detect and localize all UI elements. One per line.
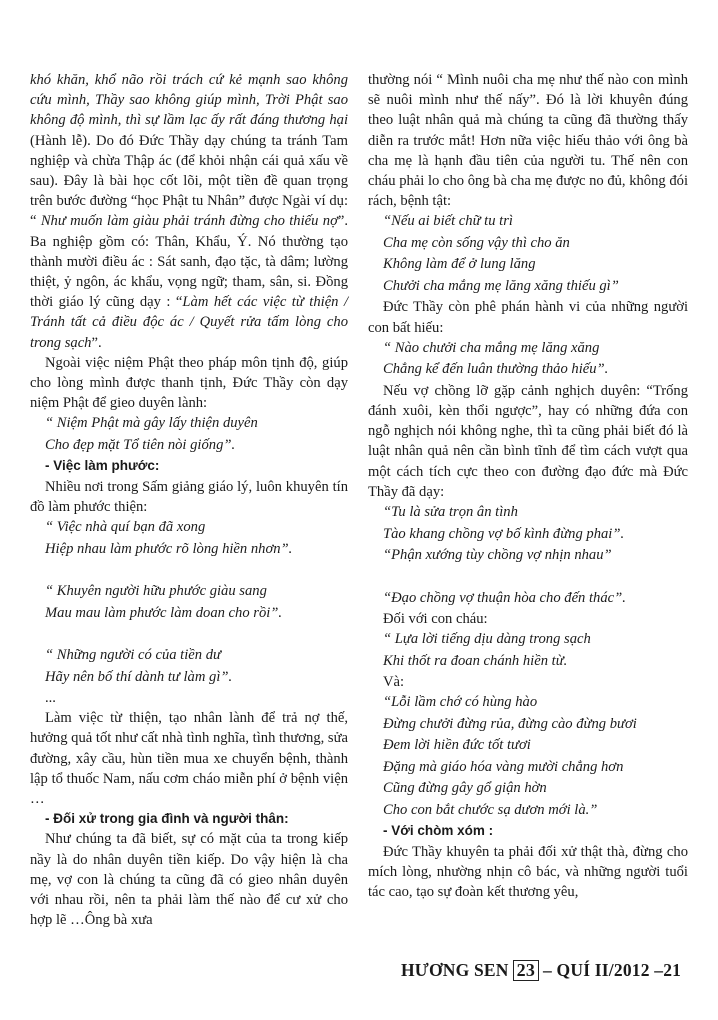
right-verse-8: Tào khang chồng vợ bố kình đừng phai”.: [383, 525, 625, 542]
left-paragraph-4: Làm việc từ thiện, tạo nhân lành để trả nợ thế, hưởng quả tốt như cất nhà tình nghĩa, tình thương, sửa đường, xây cầu, hùn tiền mua xe chuyển bệnh, thành lập tổ thuốc Nam, nấu cơm cháo miễn phí ở bệnh viện …: [30, 710, 348, 808]
left-verse-3b: Mau mau làm phước làm doan cho rồi”.: [45, 604, 283, 621]
left-column: [30, 70, 348, 931]
left-paragraph-1: [30, 70, 348, 353]
right-verse-9: “Phận xướng tùy chồng vợ nhịn nhau”: [383, 547, 612, 564]
right-verse-15: Đem lời hiền đức tốt tươi: [383, 737, 531, 754]
right-paragraph-3: Nếu vợ chồng lỡ gặp cảnh nghịch duyên: “Trống đánh xuôi, kèn thổi ngược”, hay có những đứa con ngỗ nghịch nói không nghe, thì ta cũng phải biết đó là luật nhân quả nên cần bình tĩnh để tìm cách vượt qua một cách tích cực theo con đường đạo đức mà Đức Thầy đã dạy:: [368, 382, 688, 500]
right-paragraph-4: Đối với con cháu:: [383, 611, 488, 628]
right-verse-16: Đặng mà giáo hóa vàng mười chẳng hơn: [383, 758, 624, 775]
right-verse-3: Không làm để ở lung lăng: [383, 256, 536, 273]
left-verse-1a: “ Niệm Phật mà gây lấy thiện duyên: [45, 415, 258, 432]
ellipsis: ...: [45, 690, 56, 707]
left-verse-4a: “ Những người có của tiền dư: [45, 647, 221, 664]
left-p1-run-5: ”.: [91, 334, 102, 351]
left-verse-4b: Hãy nên bố thí dành tư làm gì”.: [45, 668, 233, 685]
right-verse-6: Chẳng kể đến luân thường thảo hiếu”.: [383, 361, 609, 378]
page-footer: [401, 960, 681, 981]
left-p1-run-2: Như muốn làm giàu phải tránh đừng cho thiếu nợ: [36, 213, 338, 230]
left-verse-2a: “ Việc nhà quí bạn đã xong: [45, 519, 206, 536]
section-heading-neighbors: - Với chòm xóm :: [383, 823, 494, 839]
right-verse-17: Cũng đừng gây gổ giận hờn: [383, 780, 547, 797]
left-verse-2b: Hiệp nhau làm phước rõ lòng hiền nhơn”.: [45, 540, 293, 557]
right-verse-12: Khi thốt ra đoan chánh hiền từ.: [383, 652, 568, 669]
right-paragraph-6: Đức Thầy khuyên ta phải đối xử thật thà, đừng cho mích lòng, nhường nhịn cô bác, và những người tuổi tác cao, tạo sự đoàn kết thương yêu,: [368, 843, 688, 901]
right-paragraph-2: Đức Thầy còn phê phán hành vi của những người con bất hiếu:: [368, 299, 688, 336]
right-verse-4: Chưởi cha mắng mẹ lăng xăng thiếu gì”: [383, 277, 619, 294]
right-verse-2: Cha mẹ còn sống vậy thì cho ăn: [383, 234, 570, 251]
left-verse-3a: “ Khuyên người hữu phước giàu sang: [45, 583, 267, 600]
right-verse-13: “Lỗi lầm chớ có hùng hào: [383, 694, 538, 711]
left-p1-run-1: (Hành lễ). Do đó Đức Thầy dạy chúng ta tránh Tam nghiệp và chừa Thập ác (để khỏi nhận cái quả xấu về sau). Đây là bài học cốt lõi, một tiền đề quan trọng trên bước đường “học Phật tu Nhân” được Ngài ví dụ: “: [30, 132, 348, 230]
left-p1-run-3: ”. Ba nghiệp gồm có: Thân, Khẩu, Ý. Nó thường tạo thành mười điều ác : Sát sanh, đạo tặc, tà dâm; lường thiệt, ỷ ngôn, ác khẩu, vọng ngữ; tham, sân, si. Đồng thời giáo lý cũng dạy : “: [30, 213, 348, 311]
right-column: [368, 70, 688, 902]
left-verse-1b: Cho đẹp mặt Tổ tiên nòi giống”.: [45, 436, 236, 453]
right-verse-7: “Tu là sửa trọn ân tình: [383, 504, 518, 521]
spacer: [368, 567, 688, 588]
right-verse-10: “Đạo chồng vợ thuận hòa cho đến thác”.: [383, 589, 626, 606]
spacer: [30, 560, 348, 581]
issue-label: – QUÍ II/2012 –: [543, 960, 664, 980]
right-verse-14: Đừng chưởi đừng rủa, đừng cào đừng bươi: [383, 715, 637, 732]
right-verse-1: “Nếu ai biết chữ tu trì: [383, 213, 513, 230]
section-heading-charity: - Việc làm phước:: [45, 458, 160, 474]
right-paragraph-1: thường nói “ Mình nuôi cha mẹ như thế nào con mình sẽ nuôi mình như thế nấy”. Đó là lời khuyên đúng theo luật nhân quả mà chúng ta cũng đã thường thấy diễn ra trước mắt! Hơn nữa việc hiếu thảo với ông bà cha mẹ là hạnh đầu tiên của người tu. Thế nên con cháu phải lo cho ông bà cha mẹ được no đủ, không đói rách, bệnh tật:: [368, 72, 688, 210]
issue-number-box: 23: [513, 960, 539, 981]
right-verse-5: “ Nào chưởi cha mắng mẹ lăng xăng: [383, 339, 600, 356]
right-paragraph-5: Và:: [383, 674, 405, 691]
right-verse-18: Cho con bắt chước sạ dươn mới là.”: [383, 801, 598, 818]
section-heading-family: - Đối xử trong gia đình và người thân:: [45, 811, 289, 827]
spacer: [30, 624, 348, 645]
left-p1-run-0: khó khăn, khổ não rồi trách cứ kẻ mạnh sao không cứu mình, Thầy sao không giúp mình, Trời Phật sao không độ mình, thì sự lầm lạc ấy rất đáng thương hại: [30, 72, 348, 129]
page-number: 21: [663, 960, 682, 980]
right-verse-11: “ Lựa lời tiếng dịu dàng trong sạch: [383, 631, 591, 648]
left-paragraph-5: Như chúng ta đã biết, sự có mặt của ta trong kiếp nầy là do nhân duyên tiền kiếp. Do vậy hiện là cha mẹ, vợ con là chúng ta cũng đã có gieo nhân duyên với nhau rồi, nên ta phải làm thế nào để cư xử cho hợp lẽ …Ông bà xưa: [30, 831, 348, 929]
left-paragraph-2: Ngoài việc niệm Phật theo pháp môn tịnh độ, giúp cho lòng mình được thanh tịnh, Đức Thầy còn dạy niệm Phật để gieo duyên lành:: [30, 354, 348, 412]
magazine-name: HƯƠNG SEN: [401, 960, 509, 980]
left-paragraph-3: Nhiều nơi trong Sấm giảng giáo lý, luôn khuyên tín đồ làm phước thiện:: [30, 478, 348, 515]
left-p1-run-4: Làm hết các việc từ thiện / Tránh tất cả điều độc ác / Quyết rửa tấm lòng cho trong sạch: [30, 294, 348, 351]
